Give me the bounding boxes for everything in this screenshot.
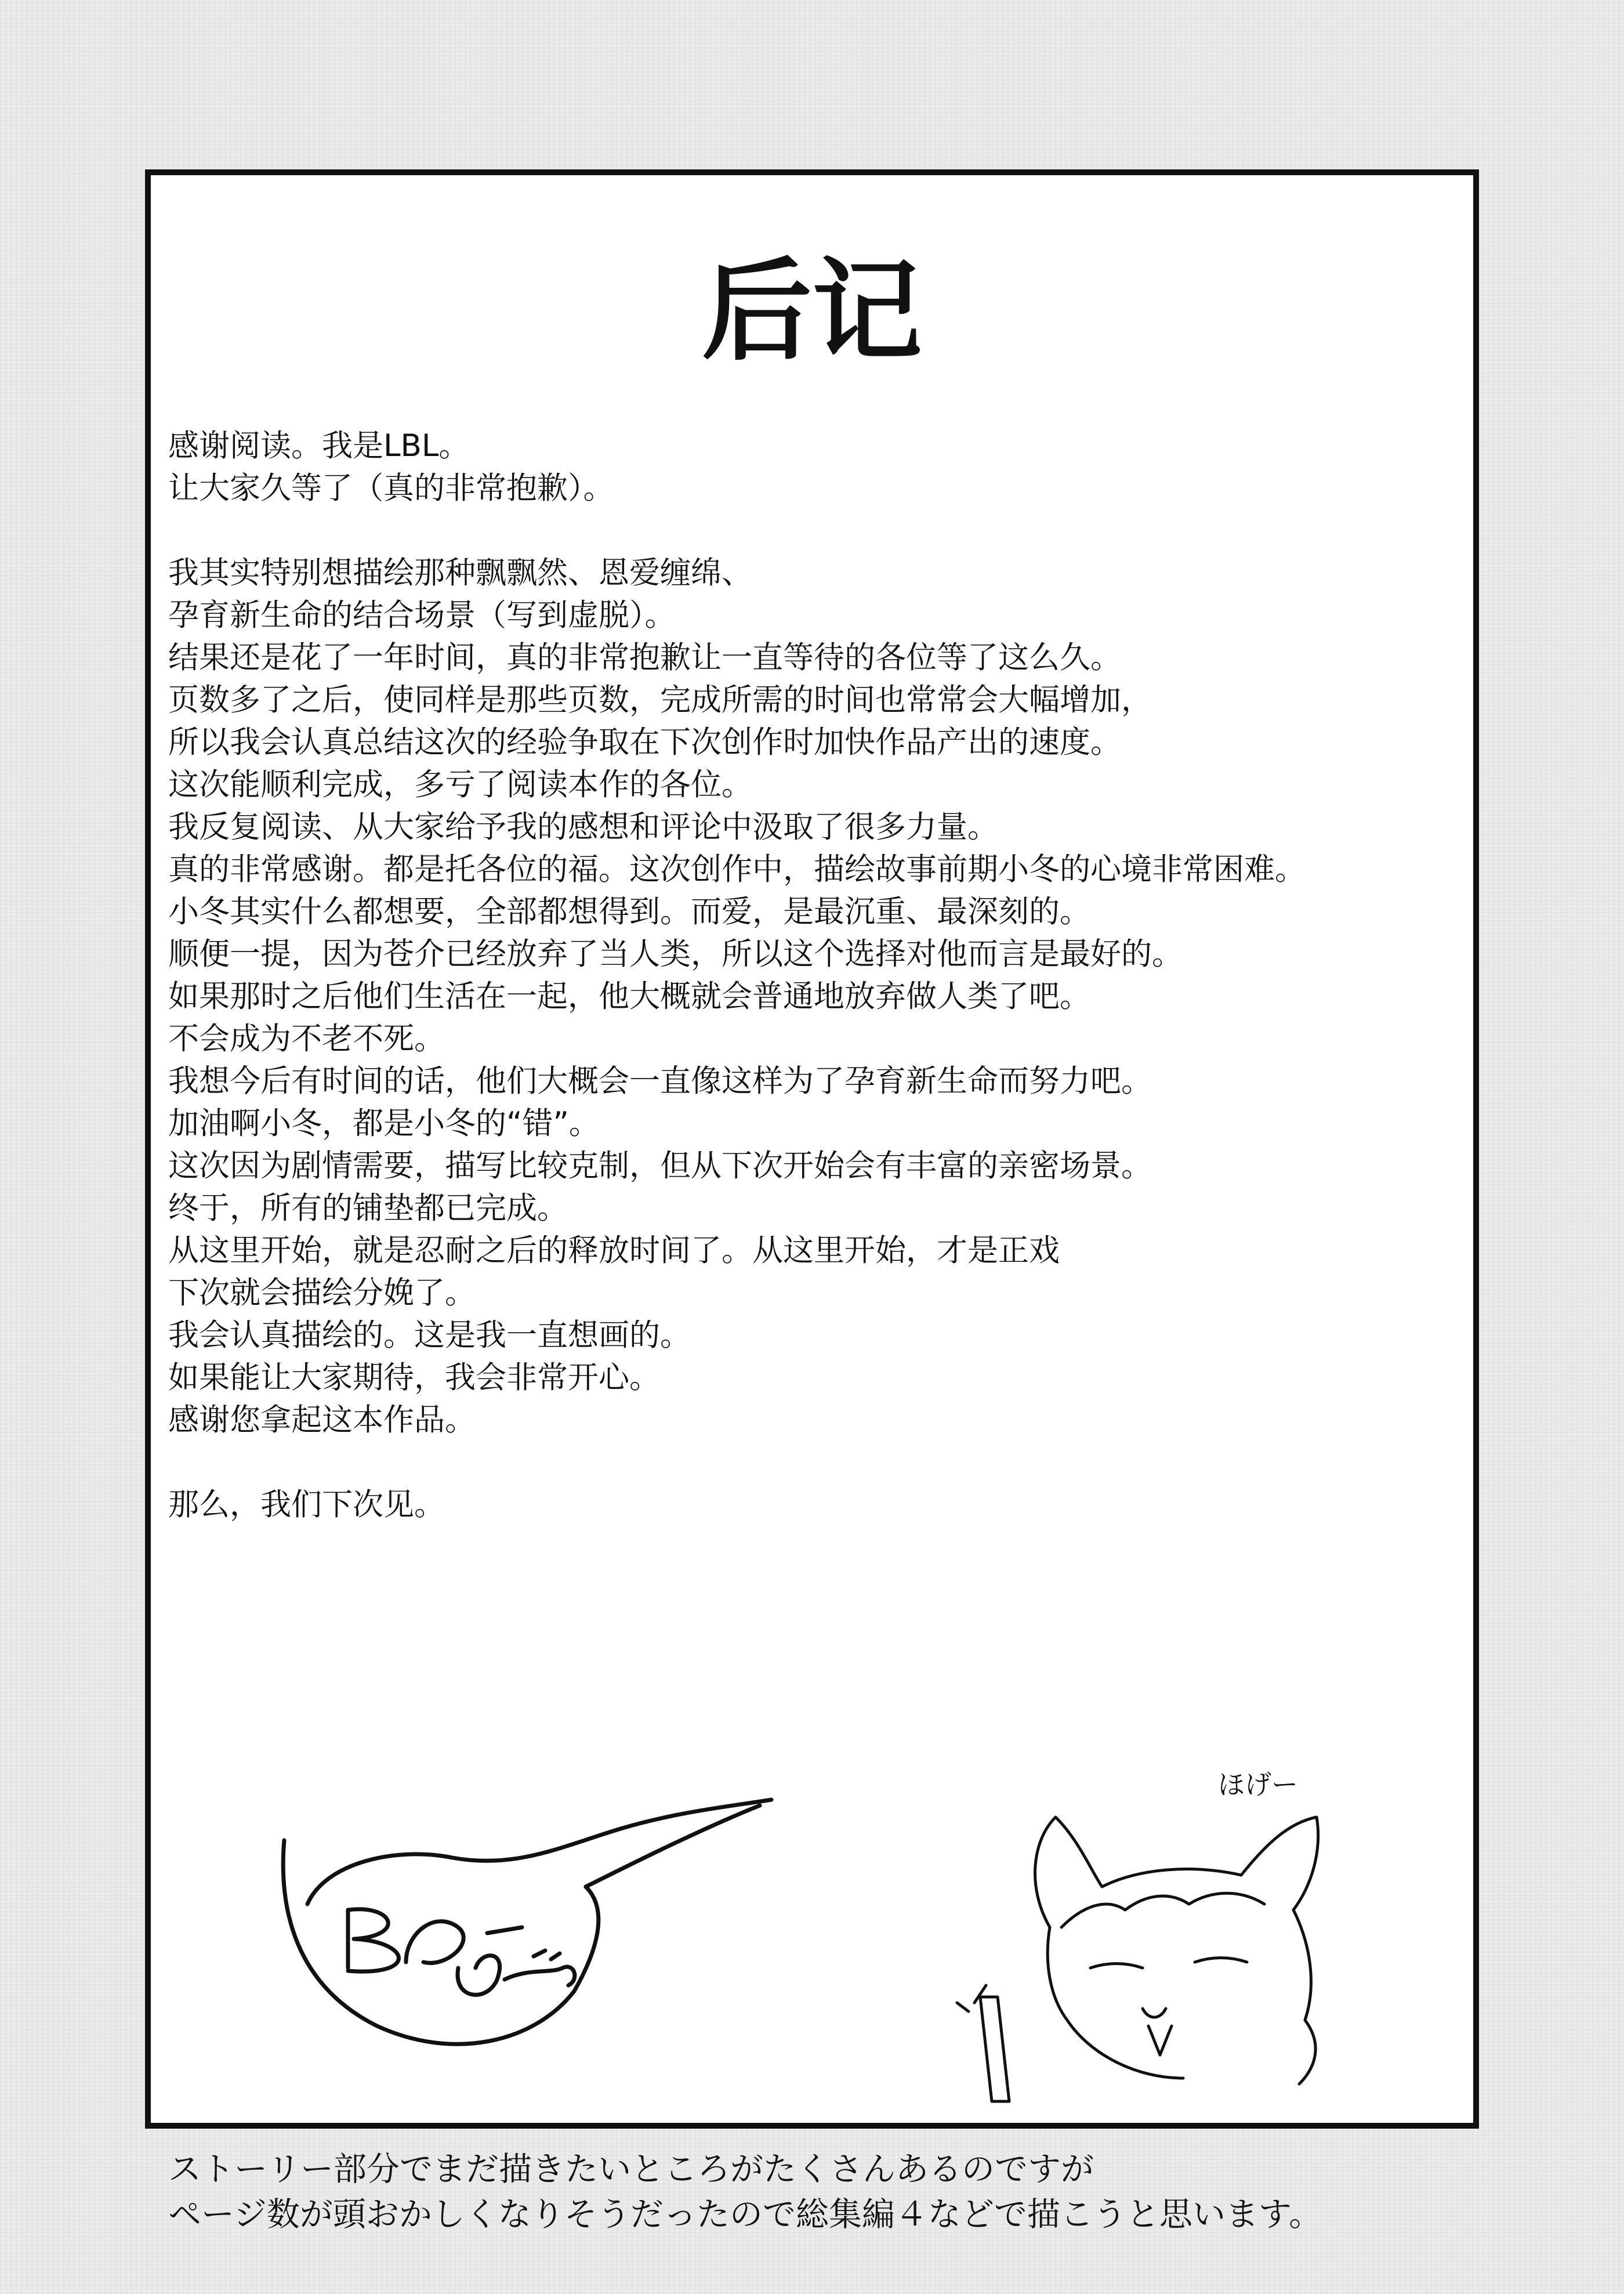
text-line: 如果能让大家期待，我会非常开心。 [168,1360,660,1395]
text-line: 感谢您拿起这本作品。 [168,1402,476,1438]
text-line: 下次就会描绘分娩了。 [168,1275,476,1311]
text-line: 结果还是花了一年时间，真的非常抱歉让一直等待的各位等了这么久。 [168,640,1121,675]
text-line: 终于，所有的铺垫都已完成。 [168,1191,568,1226]
author-signature [261,1794,899,2067]
text-line: 不会成为不老不死。 [168,1021,445,1056]
text-line: 顺便一提，因为苍介已经放弃了当人类，所以这个选择对他而言是最好的。 [168,936,1183,972]
text-line: 我其实特别想描绘那种飘飘然、恩爱缠绵、 [168,555,752,591]
text-line: 我想今后有时间的话，他们大概会一直像这样为了孕育新生命而努力吧。 [168,1063,1152,1099]
afterword-frame [145,169,1479,2129]
text-line: 从这里开始，就是忍耐之后的释放时间了。从这里开始，才是正戏 [168,1233,1060,1268]
text-line: 这次能顺利完成，多亏了阅读本作的各位。 [168,767,752,802]
afterword-text [168,425,1467,1526]
text-line: 我反复阅读、从大家给予我的感想和评论中汲取了很多力量。 [168,809,998,845]
text-line: 那么，我们下次见。 [168,1487,445,1522]
doodle-caption: ほげー [1218,1769,1298,1800]
text-line: 页数多了之后，使同样是那些页数，完成所需的时间也常常会大幅增加， [168,682,1152,718]
text-line: 真的非常感谢。都是托各位的福。这次创作中，描绘故事前期小冬的心境非常困难。 [168,852,1306,887]
text-line: 加油啊小冬，都是小冬的“错”。 [168,1106,600,1141]
cat-doodle [916,1753,1427,2113]
text-line: 孕育新生命的结合场景（写到虚脱）。 [168,598,676,633]
paragraph-gap [168,509,1467,552]
text-line: 这次因为剧情需要，描写比较克制，但从下次开始会有丰富的亲密场景。 [168,1148,1152,1184]
text-line: 感谢阅读。我是LBL。 [168,428,470,464]
footer-line: ページ数が頭おかしくなりそうだったので総集編４などで描こうと思います。 [168,2195,1322,2234]
text-line: 所以我会认真总结这次的经验争取在下次创作时加快作品产出的速度。 [168,725,1121,760]
footer-line: ストーリー部分でまだ描きたいところがたくさんあるのですが [168,2150,1094,2188]
text-line: 小冬其实什么都想要，全部都想得到。而爱，是最沉重、最深刻的。 [168,894,1090,929]
text-line: 让大家久等了（真的非常抱歉）。 [168,471,614,506]
paragraph-gap [168,1441,1467,1483]
page-title: 后记 [701,247,922,375]
text-line: 如果那时之后他们生活在一起，他大概就会普通地放弃做人类了吧。 [168,979,1090,1014]
text-line: 我会认真描绘的。这是我一直想画的。 [168,1318,691,1353]
footer-note [168,2147,1589,2237]
